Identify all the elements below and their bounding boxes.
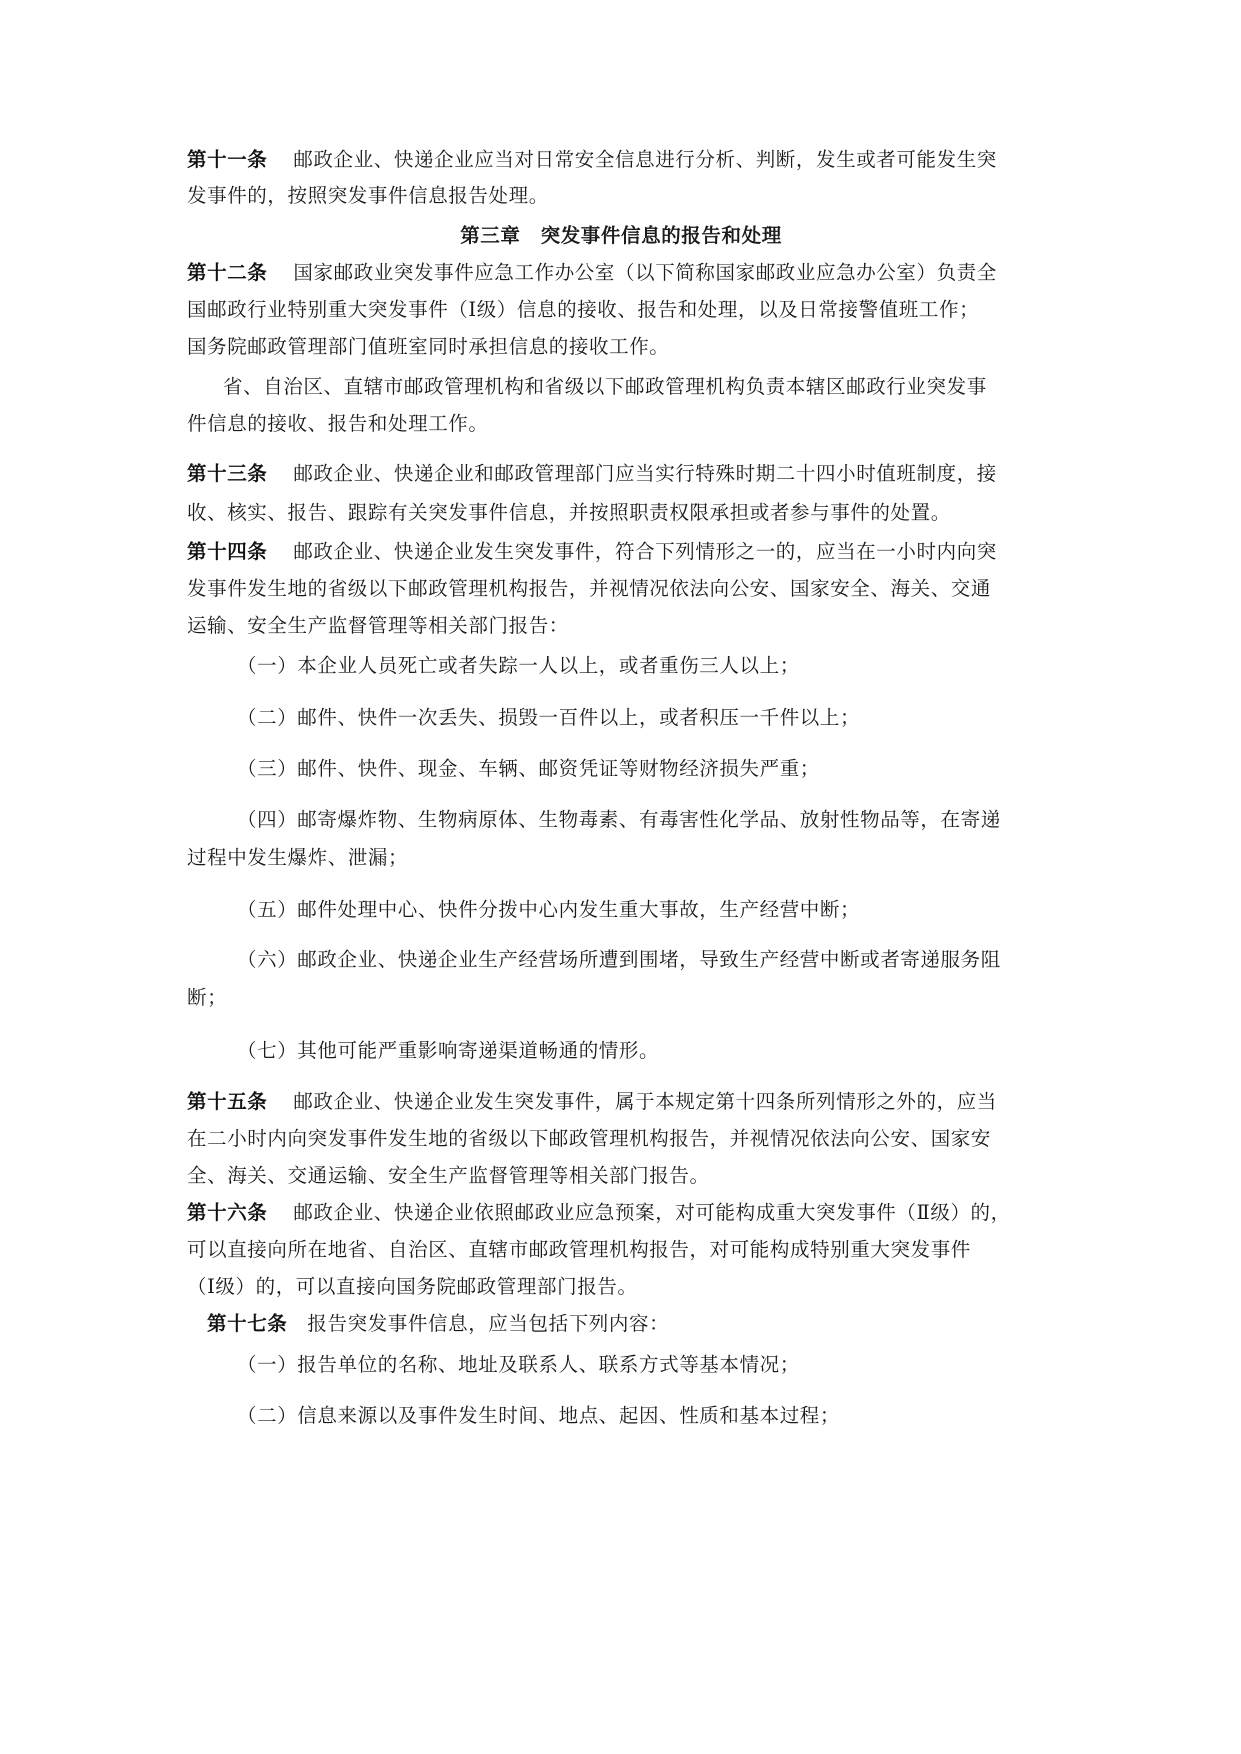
article-15-text-1: 邮政企业、快递企业发生突发事件，属于本规定第十四条所列情形之外的，应当 bbox=[293, 1090, 997, 1113]
article-17-item-2: （二）信息来源以及事件发生时间、地点、起因、性质和基本过程； bbox=[237, 1404, 841, 1427]
article-16-line-3: （Ⅰ级）的，可以直接向国务院邮政管理部门报告。 bbox=[187, 1275, 638, 1298]
article-16-line-1 bbox=[187, 1200, 1011, 1226]
article-11-label: 第十一条 bbox=[187, 148, 268, 171]
article-12-line-2: 国邮政行业特别重大突发事件（Ⅰ级）信息的接收、报告和处理，以及日常接警值班工作； bbox=[187, 298, 980, 321]
article-14-label: 第十四条 bbox=[187, 540, 268, 563]
document-page bbox=[187, 0, 1055, 1754]
article-14-item-3: （三）邮件、快件、现金、车辆、邮资凭证等财物经济损失严重； bbox=[237, 757, 820, 780]
article-14-line-3: 运输、安全生产监督管理等相关部门报告： bbox=[187, 614, 569, 637]
article-17-line-1 bbox=[207, 1311, 669, 1337]
article-17-label: 第十七条 bbox=[207, 1312, 288, 1335]
article-12-text-1: 国家邮政业突发事件应急工作办公室（以下简称国家邮政业应急办公室）负责全 bbox=[293, 261, 997, 284]
article-14-item-6-line-1: （六）邮政企业、快递企业生产经营场所遭到围堵，导致生产经营中断或者寄递服务阻 bbox=[237, 948, 1001, 971]
article-16-line-2: 可以直接向所在地省、自治区、直辖市邮政管理机构报告，对可能构成特别重大突发事件 bbox=[187, 1238, 971, 1261]
article-14-item-6-line-2: 断； bbox=[187, 986, 228, 1009]
article-12-para-2-line-2: 件信息的接收、报告和处理工作。 bbox=[187, 412, 489, 435]
chapter-heading: 第三章 突发事件信息的报告和处理 bbox=[460, 224, 782, 247]
article-14-line-2: 发事件发生地的省级以下邮政管理机构报告，并视情况依法向公安、国家安全、海关、交通 bbox=[187, 577, 992, 600]
article-13-line-2: 收、核实、报告、跟踪有关突发事件信息，并按照职责权限承担或者参与事件的处置。 bbox=[187, 501, 951, 524]
article-14-item-1: （一）本企业人员死亡或者失踪一人以上，或者重伤三人以上； bbox=[237, 654, 800, 677]
article-15-line-3: 全、海关、交通运输、安全生产监督管理等相关部门报告。 bbox=[187, 1164, 710, 1187]
article-12-line-1 bbox=[187, 260, 997, 286]
article-16-label: 第十六条 bbox=[187, 1201, 268, 1224]
article-13-line-1 bbox=[187, 461, 997, 487]
article-12-label: 第十二条 bbox=[187, 261, 268, 284]
article-12-line-3: 国务院邮政管理部门值班室同时承担信息的接收工作。 bbox=[187, 335, 670, 358]
article-14-item-7: （七）其他可能严重影响寄递渠道畅通的情形。 bbox=[237, 1039, 660, 1062]
article-14-item-4-line-2: 过程中发生爆炸、泄漏； bbox=[187, 846, 409, 869]
article-14-item-2: （二）邮件、快件一次丢失、损毁一百件以上，或者积压一千件以上； bbox=[237, 706, 861, 729]
article-15-label: 第十五条 bbox=[187, 1090, 268, 1113]
article-13-text-1: 邮政企业、快递企业和邮政管理部门应当实行特殊时期二十四小时值班制度，接 bbox=[293, 462, 997, 485]
article-17-item-1: （一）报告单位的名称、地址及联系人、联系方式等基本情况； bbox=[237, 1353, 800, 1376]
article-11-line-2: 发事件的，按照突发事件信息报告处理。 bbox=[187, 184, 549, 207]
article-12-para-2-line-1: 省、自治区、直辖市邮政管理机构和省级以下邮政管理机构负责本辖区邮政行业突发事 bbox=[223, 375, 987, 398]
article-14-item-5: （五）邮件处理中心、快件分拨中心内发生重大事故，生产经营中断； bbox=[237, 898, 861, 921]
article-15-line-1 bbox=[187, 1089, 997, 1115]
article-17-text-1: 报告突发事件信息，应当包括下列内容： bbox=[307, 1312, 670, 1335]
article-16-text-1: 邮政企业、快递企业依照邮政业应急预案，对可能构成重大突发事件（Ⅱ级）的， bbox=[293, 1201, 1011, 1224]
article-14-line-1 bbox=[187, 539, 997, 565]
article-11-text-1: 邮政企业、快递企业应当对日常安全信息进行分析、判断，发生或者可能发生突 bbox=[293, 148, 997, 171]
article-13-label: 第十三条 bbox=[187, 462, 268, 485]
article-14-item-4-line-1: （四）邮寄爆炸物、生物病原体、生物毒素、有毒害性化学品、放射性物品等，在寄递 bbox=[237, 808, 1001, 831]
article-15-line-2: 在二小时内向突发事件发生地的省级以下邮政管理机构报告，并视情况依法向公安、国家安 bbox=[187, 1127, 992, 1150]
article-14-text-1: 邮政企业、快递企业发生突发事件，符合下列情形之一的，应当在一小时内向突 bbox=[293, 540, 997, 563]
article-11-line-1 bbox=[187, 147, 997, 173]
